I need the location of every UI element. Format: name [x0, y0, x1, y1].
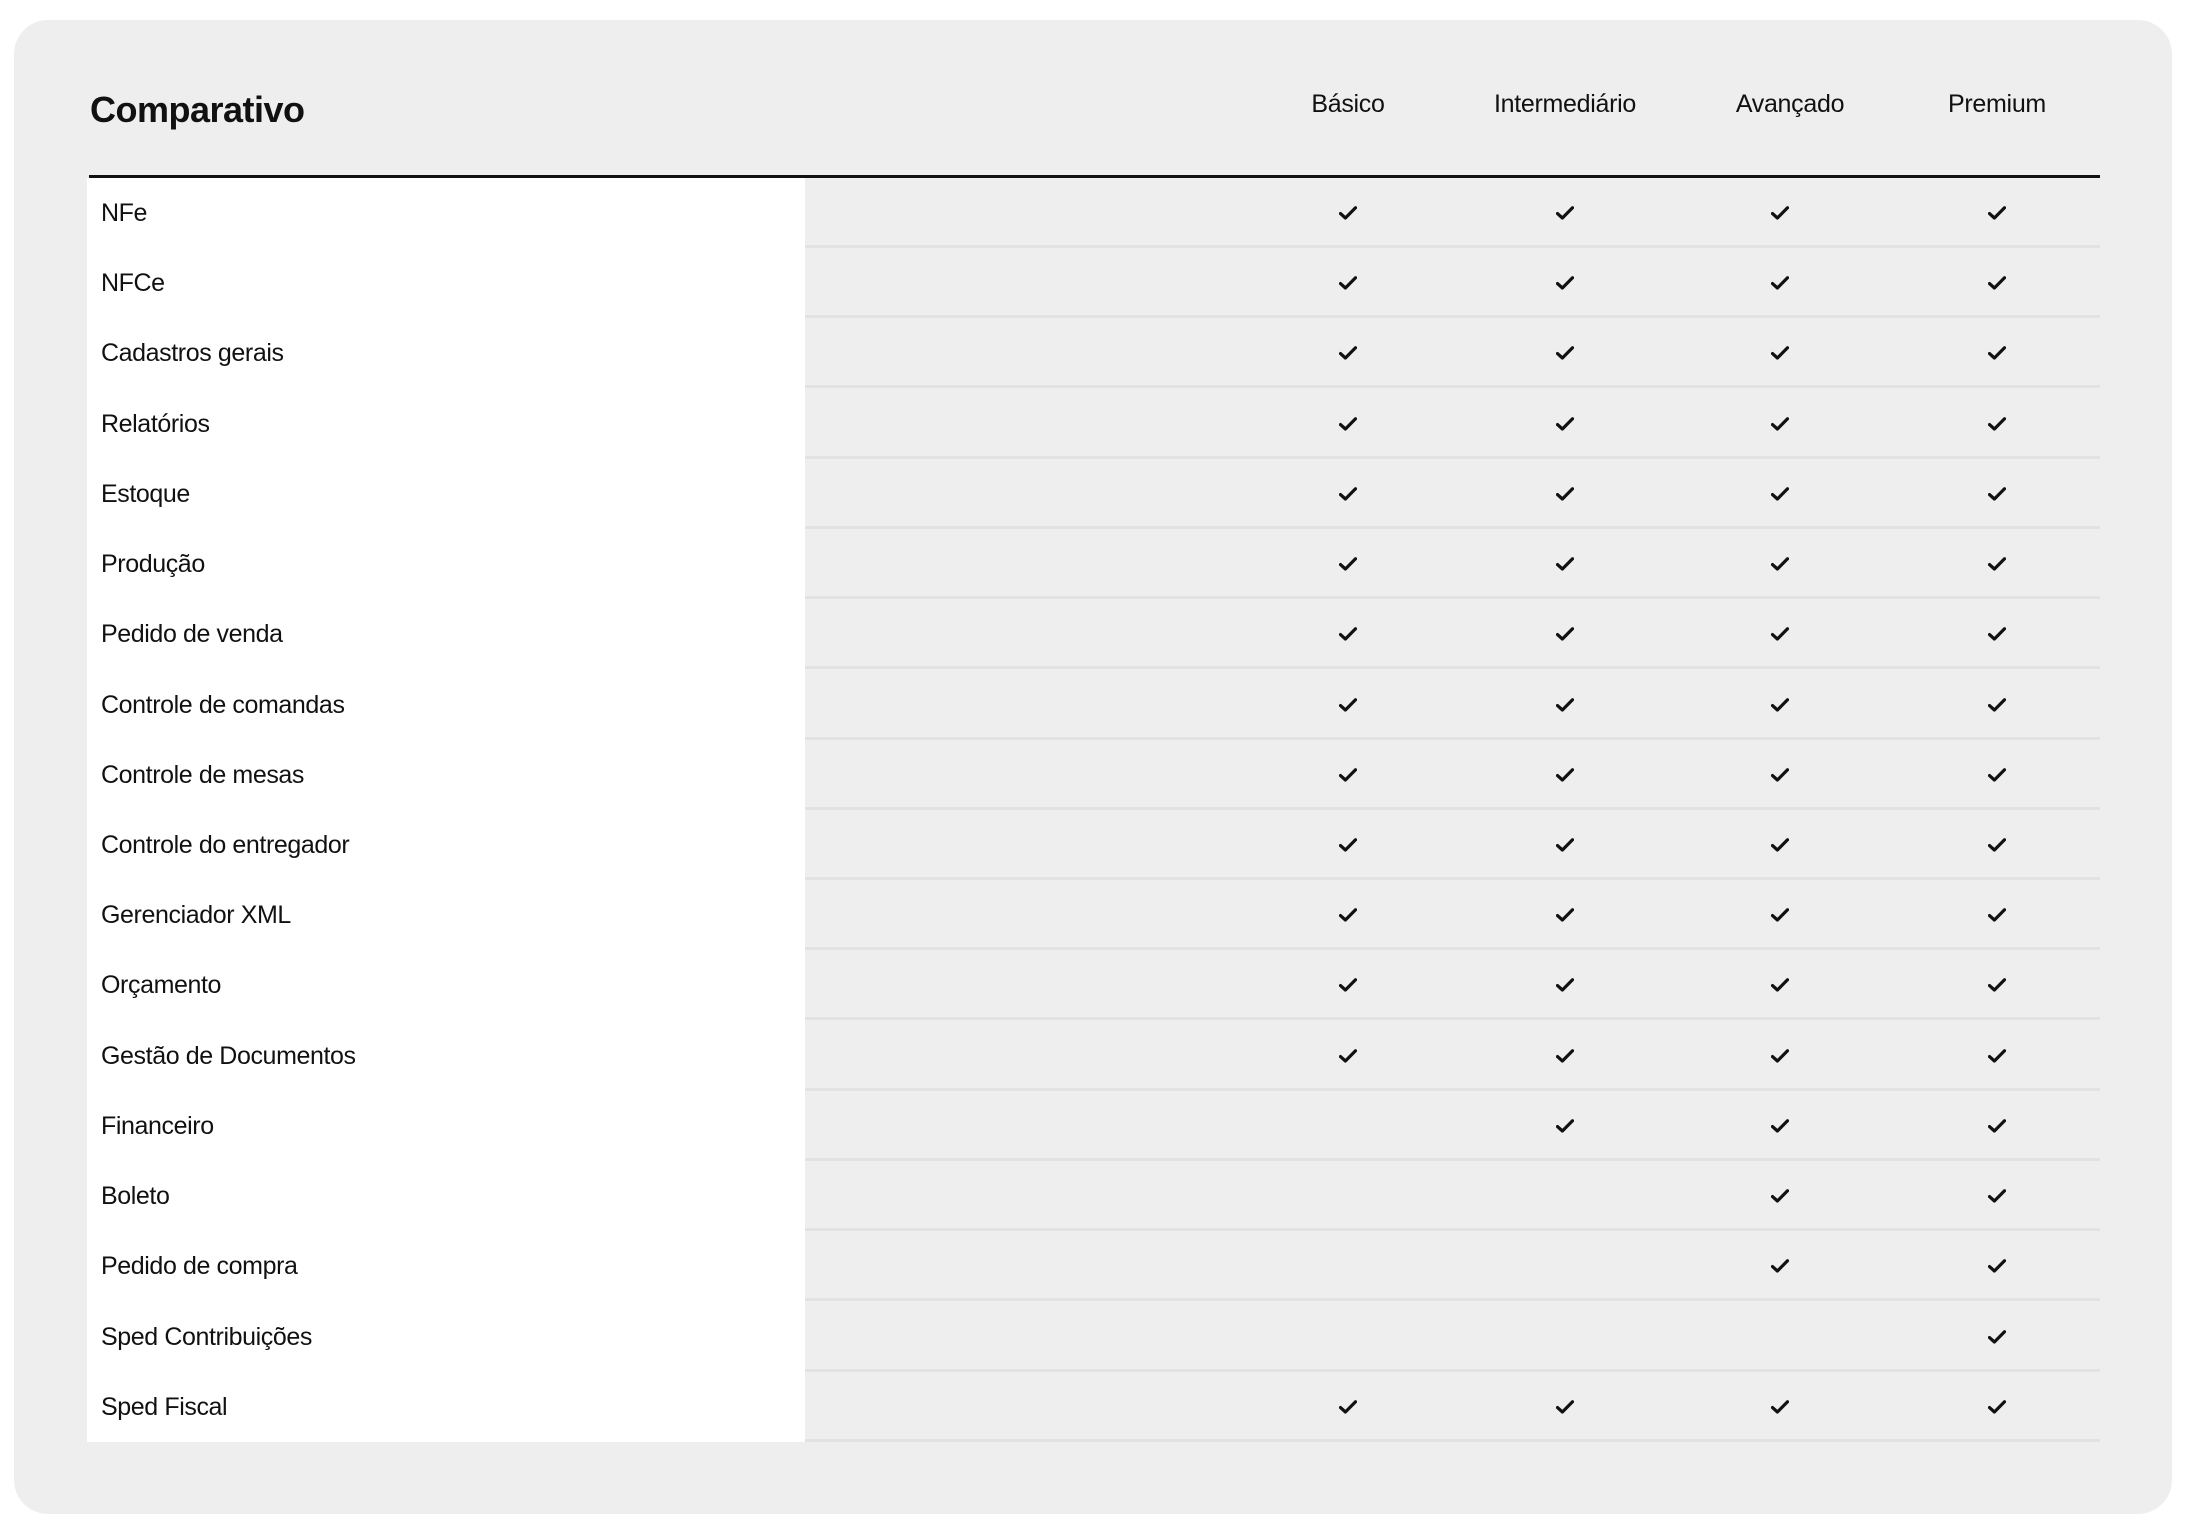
checkmark-icon	[1750, 248, 1810, 318]
checkmark-icon	[1967, 248, 2027, 318]
checkmark-icon	[1535, 248, 1595, 318]
feature-label: Boleto	[101, 1182, 170, 1211]
checkmark-icon	[1967, 459, 2027, 529]
table-row	[87, 1372, 2100, 1442]
checkmark-icon	[1967, 1021, 2027, 1091]
feature-label: NFe	[101, 199, 148, 227]
checkmark-icon	[1750, 670, 1810, 740]
feature-label: Controle de mesas	[101, 760, 305, 789]
table-row	[87, 1091, 2100, 1161]
table-title: Comparativo	[90, 89, 305, 130]
checkmark-icon	[1750, 1091, 1810, 1161]
table-row	[87, 1021, 2100, 1091]
table-row	[87, 248, 2100, 318]
feature-label: Orçamento	[101, 971, 222, 1000]
feature-label: Relatórios	[101, 409, 210, 438]
checkmark-icon	[1535, 599, 1595, 669]
checkmark-icon	[1967, 950, 2027, 1020]
checkmark-icon	[1318, 950, 1378, 1020]
checkmark-icon	[1750, 178, 1810, 248]
checkmark-icon	[1967, 599, 2027, 669]
checkmark-icon	[1967, 1302, 2027, 1372]
checkmark-icon	[1967, 740, 2027, 810]
feature-label: Produção	[101, 550, 205, 579]
row-divider	[805, 1439, 2100, 1442]
checkmark-icon	[1967, 178, 2027, 248]
checkmark-icon	[1318, 810, 1378, 880]
table-row	[87, 178, 2100, 248]
table-row	[87, 880, 2100, 950]
feature-label: NFCe	[101, 269, 165, 298]
table-row	[87, 740, 2100, 810]
checkmark-icon	[1750, 529, 1810, 599]
checkmark-icon	[1535, 529, 1595, 599]
checkmark-icon	[1318, 178, 1378, 248]
feature-label: Estoque	[101, 479, 190, 508]
checkmark-icon	[1535, 318, 1595, 388]
feature-label: Controle de comandas	[101, 690, 345, 719]
plan-header-basico: Básico	[1311, 90, 1385, 118]
checkmark-icon	[1318, 880, 1378, 950]
table-row	[87, 670, 2100, 740]
checkmark-icon	[1535, 950, 1595, 1020]
checkmark-icon	[1967, 670, 2027, 740]
checkmark-icon	[1318, 1021, 1378, 1091]
table-row	[87, 459, 2100, 529]
plan-header-intermediario: Intermediário	[1494, 90, 1636, 118]
checkmark-icon	[1535, 1021, 1595, 1091]
checkmark-icon	[1318, 318, 1378, 388]
feature-label: Controle do entregador	[101, 831, 350, 859]
table-row	[87, 1302, 2100, 1372]
checkmark-icon	[1750, 459, 1810, 529]
feature-label: Pedido de venda	[101, 620, 283, 649]
checkmark-icon	[1967, 318, 2027, 388]
checkmark-icon	[1750, 810, 1810, 880]
plan-header-premium: Premium	[1948, 90, 2046, 118]
plan-header-avancado: Avançado	[1735, 90, 1845, 118]
feature-label: Cadastros gerais	[101, 339, 284, 368]
checkmark-icon	[1318, 248, 1378, 318]
checkmark-icon	[1318, 740, 1378, 810]
checkmark-icon	[1318, 599, 1378, 669]
checkmark-icon	[1967, 810, 2027, 880]
feature-label: Pedido de compra	[101, 1252, 298, 1281]
table-row	[87, 1161, 2100, 1231]
checkmark-icon	[1750, 1021, 1810, 1091]
table-row	[87, 810, 2100, 880]
checkmark-icon	[1967, 529, 2027, 599]
checkmark-icon	[1750, 950, 1810, 1020]
checkmark-icon	[1318, 529, 1378, 599]
table-row	[87, 389, 2100, 459]
table-row	[87, 318, 2100, 388]
feature-label: Sped Fiscal	[101, 1392, 228, 1421]
checkmark-icon	[1750, 599, 1810, 669]
checkmark-icon	[1318, 389, 1378, 459]
checkmark-icon	[1318, 459, 1378, 529]
feature-label: Gestão de Documentos	[101, 1041, 356, 1070]
feature-label: Gerenciador XML	[101, 901, 291, 930]
checkmark-icon	[1750, 1231, 1810, 1301]
checkmark-icon	[1967, 389, 2027, 459]
checkmark-icon	[1967, 1231, 2027, 1301]
checkmark-icon	[1750, 1372, 1810, 1442]
checkmark-icon	[1535, 1372, 1595, 1442]
checkmark-icon	[1750, 318, 1810, 388]
table-row	[87, 950, 2100, 1020]
table-row	[87, 599, 2100, 669]
checkmark-icon	[1318, 670, 1378, 740]
checkmark-icon	[1535, 389, 1595, 459]
checkmark-icon	[1535, 670, 1595, 740]
checkmark-icon	[1535, 459, 1595, 529]
checkmark-icon	[1750, 740, 1810, 810]
feature-label: Sped Contribuições	[101, 1322, 312, 1351]
checkmark-icon	[1535, 1091, 1595, 1161]
checkmark-icon	[1750, 1161, 1810, 1231]
table-row	[87, 529, 2100, 599]
checkmark-icon	[1967, 1091, 2027, 1161]
checkmark-icon	[1535, 810, 1595, 880]
checkmark-icon	[1535, 178, 1595, 248]
checkmark-icon	[1967, 1372, 2027, 1442]
checkmark-icon	[1535, 880, 1595, 950]
checkmark-icon	[1318, 1372, 1378, 1442]
checkmark-icon	[1967, 1161, 2027, 1231]
feature-label: Financeiro	[101, 1111, 214, 1140]
checkmark-icon	[1750, 880, 1810, 950]
checkmark-icon	[1750, 389, 1810, 459]
checkmark-icon	[1967, 880, 2027, 950]
table-row	[87, 1231, 2100, 1301]
checkmark-icon	[1535, 740, 1595, 810]
